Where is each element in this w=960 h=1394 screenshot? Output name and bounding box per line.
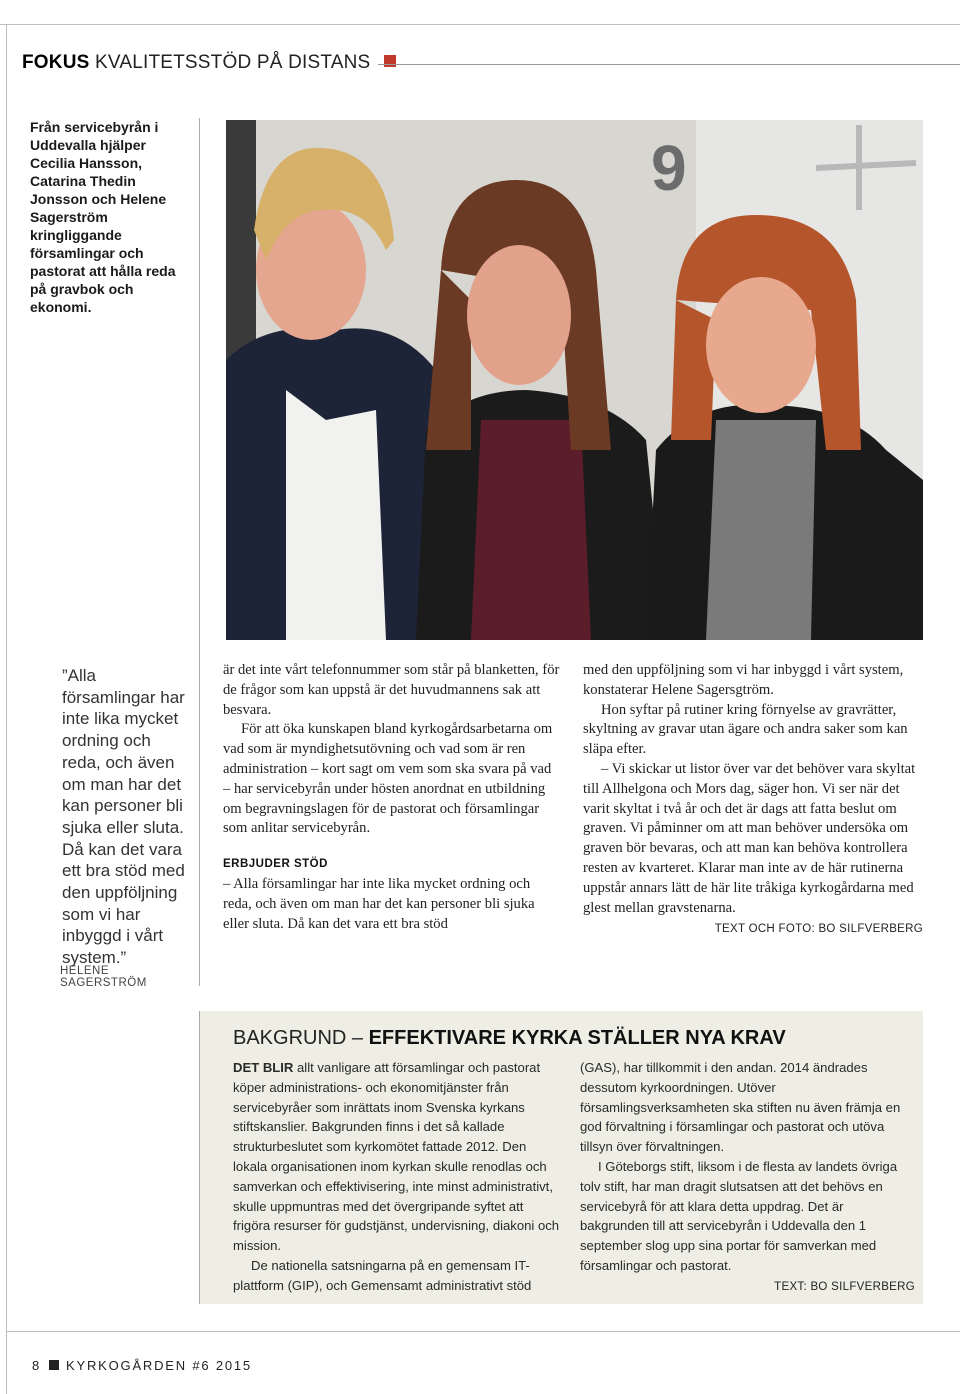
article-paragraph: – Alla församlingar har inte lika mycket ordning och reda, och även om man har det kan personer bli sjuka eller sluta. Då kan det vara ett bra stöd — [223, 875, 535, 932]
section-header — [22, 52, 396, 74]
box-title-main: EFFEKTIVARE KYRKA STÄLLER NYA KRAV — [368, 1027, 786, 1049]
photo-three-women — [226, 120, 923, 640]
page-footer — [32, 1358, 252, 1373]
article-byline: TEXT OCH FOTO: BO SILFVERBERG — [714, 923, 923, 936]
box-paragraph: (GAS), har tillkommit i den andan. 2014 ändrades dessutom kyrkoordningen. Utöver församlingsverksamheten ska stiften nu även främja en god förvaltning i församlingar och pastorat och utöva tillsyn över förvaltningen. — [580, 1060, 901, 1155]
article-subhead: ERBJUDER STÖD — [223, 858, 328, 871]
box-divider — [199, 1011, 200, 1304]
article-column-3 — [583, 661, 923, 940]
box-lead: DET BLIR — [233, 1060, 294, 1075]
pull-quote-attribution: HELENE SAGERSTRÖM — [60, 965, 147, 989]
box-paragraph: I Göteborgs stift, liksom i de flesta av landets övriga tolv stift, har man dragit slutsatsen att det behövs en servicebyrå för att klara detta uppdrag. Det är bakgrunden till att servicebyrån i Uddevalla den 1 september slog upp sina portar för samverkan med församlingar och pastorat. — [580, 1158, 898, 1273]
box-column-1 — [233, 1058, 563, 1296]
bottom-rule — [6, 1331, 960, 1332]
wall-number: 9 — [651, 132, 687, 204]
header-rule — [378, 64, 960, 65]
box-title — [233, 1027, 786, 1050]
box-column-2 — [580, 1058, 915, 1298]
pull-quote: ”Alla församlingar har inte lika mycket ordning och reda, och även om man har det kan personer bli sjuka eller sluta. Då kan det vara ett bra stöd med den uppföljning som vi har inbyggd i vårt system.” — [62, 666, 185, 968]
article-column-2 — [223, 661, 560, 934]
article-paragraph: – Vi skickar ut listor över var det behöver vara skyltat till Allhelgona och Mors dag, säger hon. Vi ser när det varit skyltat i två år och det är dags att fatta beslut om graven. Vi påminner om att man behöver undersöka om graven bör bevaras, och att man kan behöva kontrollera resten av kvarteret. Klarar man inte av de här rutinerna uppstår annars lätt de här lite tråkiga kyrkogårdarna med glest mellan gravstenarna. — [583, 760, 916, 916]
box-paragraph — [233, 1058, 563, 1256]
box-byline: TEXT: BO SILFVERBERG — [774, 1280, 915, 1293]
magazine-name: KYRKOGÅRDEN #6 2015 — [66, 1358, 252, 1373]
top-rule — [0, 24, 960, 25]
left-rule — [6, 24, 7, 1394]
box-paragraph: De nationella satsningarna på en gemensam IT-plattform (GIP), och Gemensamt administrativt stöd — [233, 1257, 532, 1293]
photo-caption: Från servicebyrån i Uddevalla hjälper Cecilia Hansson, Catarina Thedin Jonsson och Helene Sagerström kringliggande församlingar och pastorat att hålla reda på gravbok och ekonomi. — [30, 119, 176, 315]
page-number: 8 — [32, 1358, 42, 1373]
red-square-icon — [384, 55, 396, 67]
article-paragraph: För att öka kunskapen bland kyrkogårdsarbetarna om vad som är myndighetsutövning och vad som är ren administration – kort sagt om vem som ska svara på vad – har servicebyrån under hösten anordnat en utbildning om begravningslagen för de pastorat och församlingar som anlitar servicebyrån. — [223, 721, 553, 837]
article-paragraph: Hon syftar på rutiner kring förnyelse av gravrätter, skyltning av gravar utan ägare och andra saker som kan släpa efter. — [583, 701, 908, 758]
article-paragraph: är det inte vårt telefonnummer som står på blanketten, för de frågor som kan uppstå är det huvudmannens sak att besvara. — [223, 662, 560, 718]
section-kicker: FOKUS — [22, 52, 90, 73]
box-text: allt vanligare att församlingar och pastorat köper administrations- och ekonomitjänster från servicebyråer som inrättats inom Svenska kyrkans stiftskanslier. Bakgrunden finns i det så kallade strukturbeslutet som kyrkomötet fattade 2012. Den lokala organisationen inom kyrkan skulle renodlas och samverkan och effektivisering, inte minst administrativt, skulle uppmuntras med det övergripande syftet att frigöra resurser för gudstjänst, undervisning, diakoni och mission. — [233, 1060, 560, 1254]
section-title: KVALITETSSTÖD PÅ DISTANS — [94, 52, 371, 73]
column-divider — [199, 118, 200, 986]
article-paragraph: med den uppföljning som vi har inbyggd i vårt system, konstaterar Helene Sagersgtröm. — [583, 662, 904, 698]
box-title-prefix: BAKGRUND – — [233, 1027, 369, 1049]
footer-square-icon — [49, 1360, 59, 1370]
